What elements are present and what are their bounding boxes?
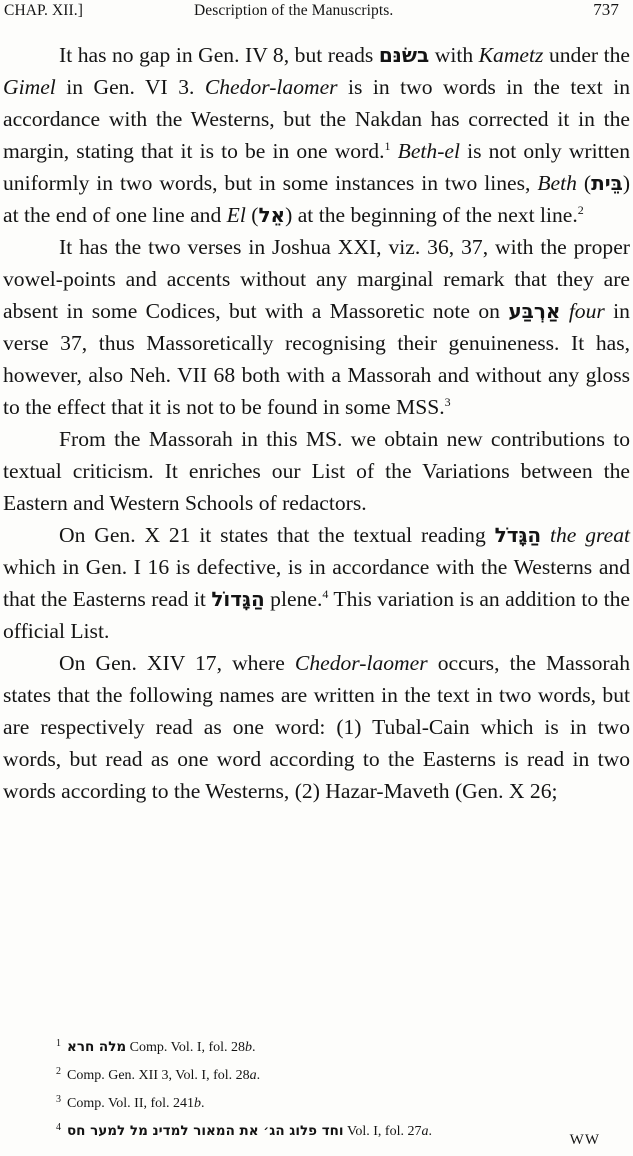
footnote-ref: 2 bbox=[577, 203, 584, 217]
italic-term: Kametz bbox=[478, 43, 544, 67]
page-number: 737 bbox=[593, 0, 619, 19]
hebrew-word: הַגָּדֹל bbox=[494, 523, 542, 547]
footnote-3: $^3$ Comp. Vol. II, fol. 241b. bbox=[56, 1094, 205, 1111]
footnote-ref: 3 bbox=[444, 395, 451, 409]
main-text bbox=[3, 39, 630, 807]
footnotes bbox=[56, 1032, 616, 1144]
hebrew-word: אֵל bbox=[258, 203, 286, 227]
paragraph-2: It has the two verses in Joshua XXI, viz. 36, 37, with the proper vowel-points and accents without any marginal remark that they are absent in some Codices, but with a Massoretic note on אַרְבַּע four in verse 37, thus Massoretically recognising their genuineness. It has, however, also Neh. VII 68 both with a Massorah and without any gloss to the effect that it is not to be found in some MSS.$^3$ bbox=[3, 235, 630, 419]
footnote-ref: 1 bbox=[384, 139, 391, 153]
italic-term: Beth bbox=[537, 171, 577, 195]
italic-term: Chedor-laomer bbox=[204, 75, 338, 99]
footnote-2: $^2$ Comp. Gen. XII 3, Vol. I, fol. 28a. bbox=[56, 1066, 261, 1083]
italic-term: the great bbox=[550, 523, 630, 547]
footnote-1: $^1$ מלה חרא Comp. Vol. I, fol. 28b. bbox=[56, 1038, 256, 1055]
paragraph-3: From the Massorah in this MS. we obtain new contributions to textual criticism. It enriches our List of the Variations between the Eastern and Western Schools of redactors. bbox=[3, 427, 630, 515]
chapter-label: CHAP. XII.] bbox=[4, 2, 84, 19]
italic-term: Gimel bbox=[3, 75, 56, 99]
italic-term: four bbox=[568, 299, 605, 323]
hebrew-word: אַרְבַּע bbox=[508, 299, 561, 323]
italic-term: Beth-el bbox=[397, 139, 460, 163]
italic-term: El bbox=[226, 203, 246, 227]
footnote-4: $^4$ וחד פלוג הג׳ את המאור למדינ מל למער חס Vol. I, fol. 27a. bbox=[56, 1122, 432, 1139]
paragraph-4: On Gen. X 21 it states that the textual reading הַגָּדֹל the great which in Gen. I 16 is defective, is in accordance with the Westerns and that the Easterns read it הַגָּדוֹל plene.$^4$ This variation is an addition to the official List. bbox=[3, 523, 630, 643]
paragraph-1: It has no gap in Gen. IV 8, but reads בשׂנּם with Kametz under the Gimel in Gen. VI 3. Chedor-laomer is in two words in the text in accordance with the Westerns, but the Nakdan has corrected it in the margin, stating that it is to be in one word.$^1$ Beth-el is not only written uniformly in two words, but in some instances in two lines, Beth (בֵּית) at the end of one line and El (אֵל) at the beginning of the next line.$^2$ bbox=[3, 43, 631, 227]
paragraph-5: On Gen. XIV 17, where Chedor-laomer occurs, the Massorah states that the following names are written in the text in two words, but are respectively read as one word: (1) Tubal-Cain which is in two words, but read as one word according to the Easterns is read in two words according to the Westerns, (2) Hazar-Maveth (Gen. X 26; bbox=[3, 651, 630, 803]
running-title: Description of the Manuscripts. bbox=[194, 2, 394, 19]
hebrew-word: בֵּית bbox=[591, 171, 623, 195]
signature-mark: WW bbox=[569, 1132, 600, 1148]
footnote-ref: 4 bbox=[322, 587, 329, 601]
running-head bbox=[4, 0, 627, 24]
hebrew-word: בשׂנּם bbox=[378, 43, 430, 67]
hebrew-word: הַגָּדוֹל bbox=[211, 587, 265, 611]
italic-term: Chedor-laomer bbox=[294, 651, 428, 675]
